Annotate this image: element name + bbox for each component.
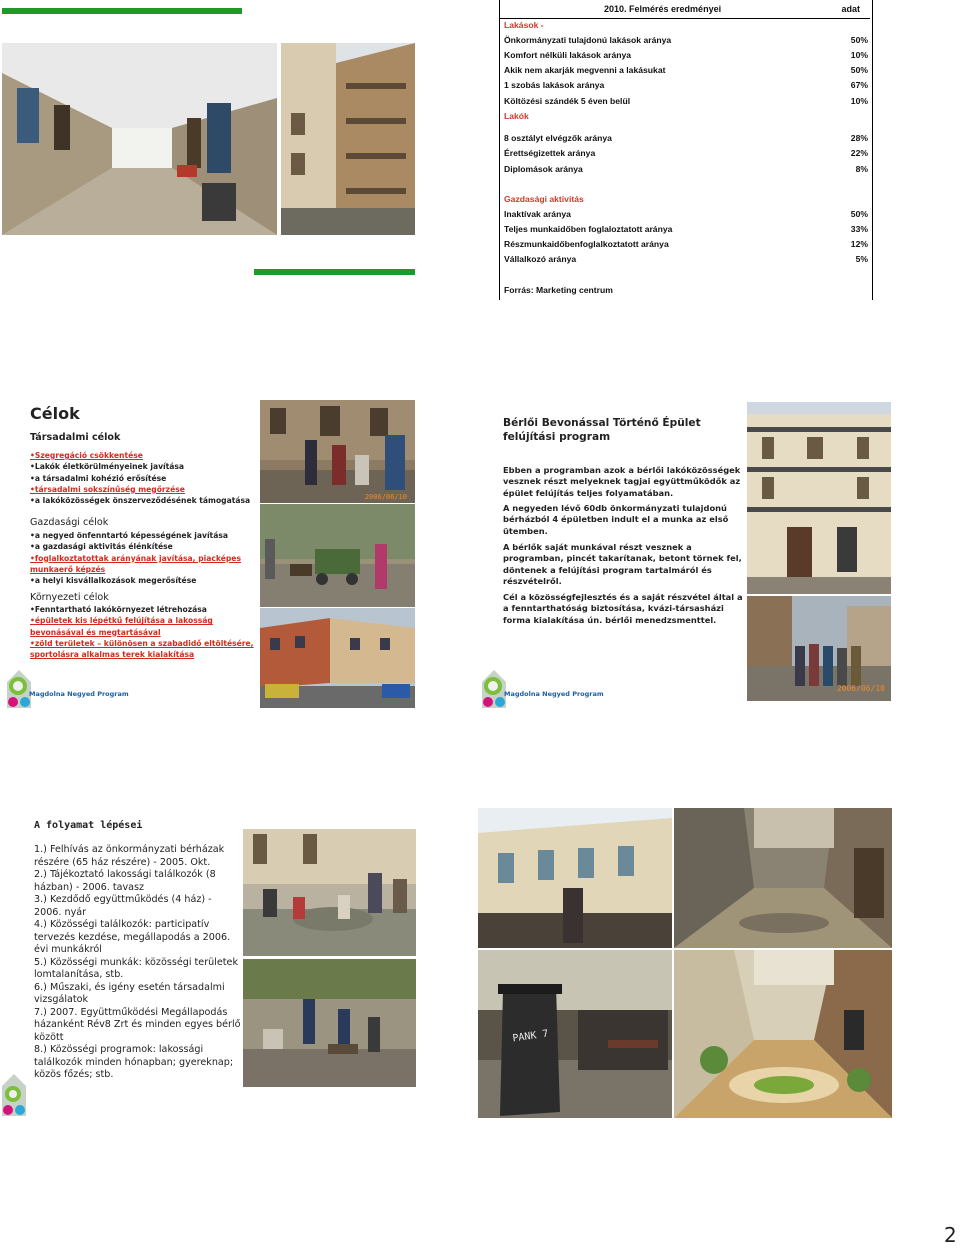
table-row: Komfort nélküli lakások aránya 10% [504, 50, 868, 60]
list-item: •foglalkoztatottak arányának javítása, piacképes [30, 553, 241, 563]
table-row: Érettségizettek aránya 22% [504, 148, 868, 158]
green-bar-bottom [254, 269, 415, 275]
folyamat-title: A folyamat lépései [34, 820, 143, 831]
logo-text: Magdolna Negyed Program [29, 690, 129, 698]
list-item: 6.) Műszaki, és igény esetén társadalmi [34, 981, 225, 993]
table-row: 1 szobás lakások aránya 67% [504, 80, 868, 90]
table-row: 8 osztályt elvégzők aránya 28% [504, 133, 868, 143]
list-item: •a gazdasági aktivitás élénkítése [30, 542, 173, 552]
table-row: Diplomások aránya 8% [504, 164, 868, 174]
list-item: részére (65 ház részére) - 2005. Okt. [34, 856, 211, 868]
table-row: Költözési szándék 5 éven belül 10% [504, 96, 868, 106]
courtyard-before-photo [674, 808, 892, 948]
courtyard-photo-2 [281, 43, 415, 235]
list-item: bevonásával és megtartásával [30, 627, 161, 637]
street-photo-3 [260, 608, 415, 708]
list-item: •a negyed önfenntartó képességének javítása [30, 531, 228, 540]
list-item: •Fenntartható lakókörnyezet létrehozása [30, 605, 207, 614]
berloi-paragraph-2: A negyeden lévő 60db önkormányzati tulajdonú bérházból 4 épületben indult el a munka az első ütemben. [503, 503, 729, 536]
list-item: 2006. nyár [34, 906, 87, 918]
list-item: közös főzés; stb. [34, 1069, 114, 1080]
list-item: 5.) Közösségi munkák: közösségi területek [34, 956, 239, 968]
berloi-title: Bérlői Bevonással Történő Épület felújítási program [503, 417, 701, 443]
table-section-heading: Lakások - [504, 20, 544, 30]
bin-label: PANK 7 [511, 1028, 550, 1045]
list-item: 4.) Közösségi találkozók: participatív [34, 919, 210, 930]
table-row: Inaktívak aránya 50% [504, 209, 868, 219]
folyamat-steps [34, 844, 241, 1082]
list-item: •társadalmi sokszínűség megőrzése [30, 484, 185, 494]
list-item: lomtalanítása, stb. [34, 969, 124, 980]
social-goals-list [30, 450, 250, 506]
list-item: 7.) 2007. Együttműködési Megállapodás [34, 1006, 228, 1018]
list-item: 1.) Felhívás az önkormányzati bérházak [34, 844, 225, 855]
photo-date-stamp: 2006/06/10 [836, 684, 885, 693]
table-row: Teljes munkaidőben foglaloztatott aránya 33% [504, 224, 868, 234]
magdolna-logo [5, 664, 165, 709]
photo-date-stamp: 2006/06/10 [364, 493, 407, 501]
building-photo-1 [747, 402, 891, 594]
table-source: Forrás: Marketing centrum [504, 285, 613, 295]
list-item: házanként Rév8 Zrt és minden egyes bérlő [34, 1019, 241, 1030]
list-item: sportolásra alkalmas terek kialakítása [30, 650, 195, 660]
work-photo [243, 959, 416, 1087]
list-item: •épületek kis lépétkű felújítása a lakosság [30, 616, 213, 626]
social-goals-heading: Társadalmi célok [30, 432, 121, 443]
bin-photo [478, 950, 672, 1118]
list-item: •zöld területek – különösen a szabadidő eltöltésére, [30, 638, 254, 648]
meeting-photo [243, 829, 416, 956]
econ-goals-list [30, 530, 241, 586]
list-item: vizsgálatok [34, 994, 89, 1005]
table-row: Önkormányzati tulajdonú lakások aránya 50% [504, 35, 868, 45]
env-goals-heading: Környezeti célok [30, 592, 109, 603]
table-row: Vállalkozó aránya 5% [504, 254, 868, 264]
list-item: házban) - 2006. tavasz [34, 881, 145, 893]
courtyard-after-photo [674, 950, 892, 1118]
street-photo-1 [260, 400, 415, 503]
list-item: 3.) Kezdődő együttműködés (4 ház) - [34, 894, 212, 905]
table-row: Részmunkaidőbenfoglalkoztatott aránya 12% [504, 239, 868, 249]
magdolna-logo [480, 664, 640, 709]
list-item: évi munkákról [34, 944, 102, 955]
list-item: munkaerő képzés [30, 564, 106, 574]
list-item: 2.) Tájékoztató lakossági találkozók (8 [34, 869, 216, 880]
list-item: tervezés kezdése, megállapodás a 2006. [34, 931, 231, 943]
list-item: •a társadalmi kohézió erősítése [30, 473, 167, 483]
house-facade-photo [478, 808, 672, 948]
env-goals-list [30, 604, 254, 660]
table-row: Akik nem akarják megvenni a lakásukat 50% [504, 65, 868, 75]
green-bar-top [2, 8, 242, 14]
econ-goals-heading: Gazdasági célok [30, 517, 109, 528]
list-item: •Szegregáció csökkentése [30, 451, 143, 460]
survey-table [499, 0, 873, 300]
survey-table-title: 2010. Felmérés eredményei [604, 4, 722, 14]
list-item: között [34, 1031, 64, 1043]
street-photo-2 [260, 504, 415, 607]
page-number: 2 [944, 1223, 957, 1247]
list-item: 8.) Közösségi programok: lakossági [34, 1044, 204, 1055]
berloi-paragraph-1: Ebben a programban azok a bérlői lakóközösségek vesznek részt melyeknek tagjai együttműködők az épület felújítás teljes folyamatában. [503, 465, 741, 498]
list-item: találkozók minden hónapban; gyereknap; [34, 1056, 234, 1068]
list-item: •a helyi kisvállalkozások megerősítése [30, 576, 197, 586]
table-section-heading: Gazdasági aktivitás [504, 194, 584, 204]
survey-table-header [500, 3, 870, 19]
courtyard-photo-1 [2, 43, 277, 235]
logo-text: Magdolna Negyed Program [504, 690, 604, 698]
list-item: •Lakók életkörülményeinek javítása [30, 462, 185, 472]
berloi-paragraph-3: A bérlők saját munkával részt vesznek a programban, pincét takarítanak, betont törnek fel, döntenek a felújítási program tartalmáról és részvételről. [503, 542, 742, 587]
berloi-paragraph-4: Cél a közösségfejlesztés és a saját részvétel által a a fenntarthatóság biztosítása, kvázi-társasházi forma kialakítása ún. bérlői menedzsmenttel. [503, 592, 743, 625]
magdolna-logo-small [0, 1072, 36, 1117]
table-section-heading: Lakók [504, 111, 529, 121]
celok-title: Célok [30, 404, 80, 423]
survey-table-col-header: adat [841, 4, 860, 14]
list-item: •a lakóközösségek önszerveződésének támogatása [30, 496, 251, 506]
building-photo-2 [747, 596, 891, 701]
